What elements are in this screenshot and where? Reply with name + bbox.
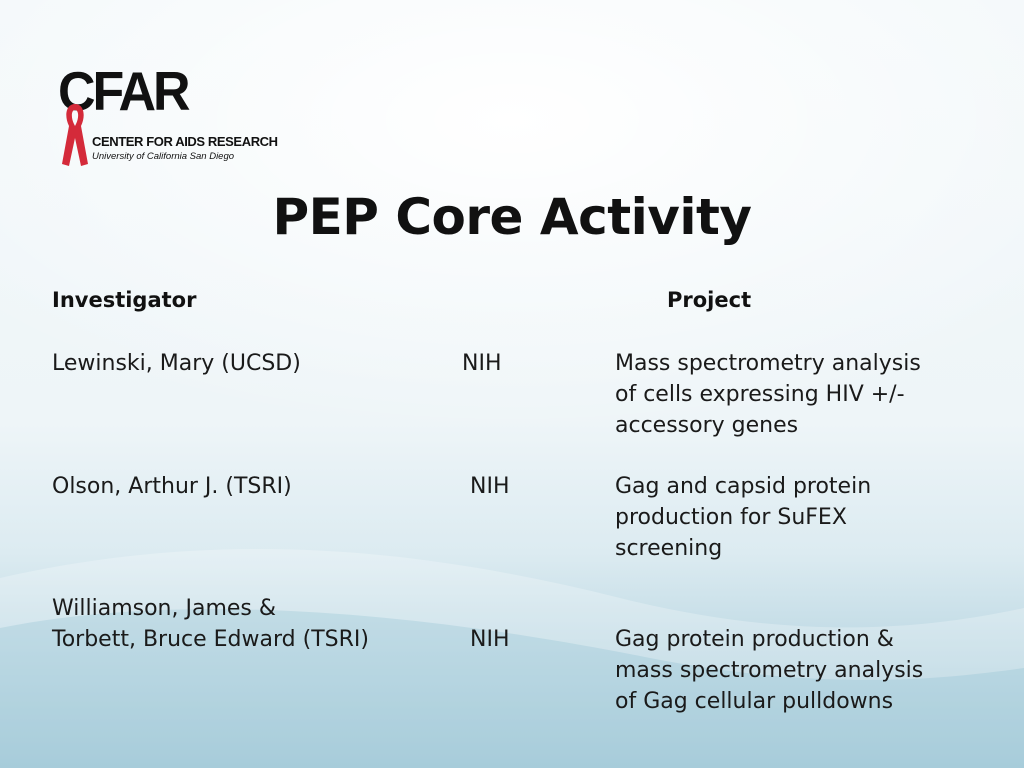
row-1-funding: NIH bbox=[462, 351, 502, 376]
page-title: PEP Core Activity bbox=[272, 188, 752, 246]
project-line: accessory genes bbox=[615, 413, 799, 438]
project-line: of Gag cellular pulldowns bbox=[615, 689, 894, 714]
investigator-header: Investigator bbox=[52, 288, 197, 312]
project-line: of cells expressing HIV +/- bbox=[615, 382, 905, 407]
row-2-project bbox=[615, 471, 871, 564]
row-1-investigator bbox=[52, 348, 301, 379]
project-header: Project bbox=[667, 288, 752, 312]
row-3-funding: NIH bbox=[470, 627, 510, 652]
project-line: mass spectrometry analysis bbox=[615, 658, 924, 683]
project-line: Gag protein production & bbox=[615, 627, 894, 652]
logo-line-1: CENTER FOR AIDS RESEARCH bbox=[92, 134, 278, 149]
investigator-line: Lewinski, Mary (UCSD) bbox=[52, 351, 301, 376]
project-line: screening bbox=[615, 536, 723, 561]
project-line: Gag and capsid protein bbox=[615, 474, 872, 499]
investigator-line: Williamson, James & bbox=[52, 596, 277, 621]
row-2-funding: NIH bbox=[470, 474, 510, 499]
investigator-line: Torbett, Bruce Edward (TSRI) bbox=[52, 627, 369, 652]
red-ribbon-icon bbox=[60, 102, 90, 168]
row-3-project bbox=[615, 624, 923, 717]
project-line: production for SuFEX bbox=[615, 505, 847, 530]
row-2-investigator bbox=[52, 471, 292, 502]
row-3-investigator bbox=[52, 593, 369, 655]
project-line: Mass spectrometry analysis bbox=[615, 351, 921, 376]
row-1-project bbox=[615, 348, 921, 441]
logo-wordmark: CFAR bbox=[58, 61, 188, 123]
logo-line-2: University of California San Diego bbox=[92, 151, 235, 162]
cfar-logo bbox=[58, 61, 278, 172]
investigator-line: Olson, Arthur J. (TSRI) bbox=[52, 474, 292, 499]
